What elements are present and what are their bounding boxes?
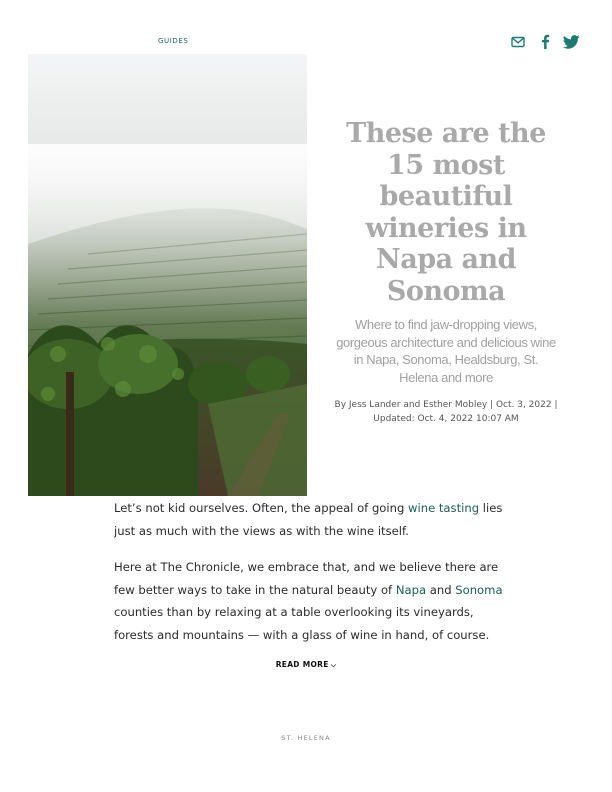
article-byline: By Jess Lander and Esther Mobley | Oct. 3, 2022 | Updated: Oct. 4, 2022 10:07 AM [334, 400, 558, 424]
headline-block [330, 118, 562, 426]
facebook-icon[interactable] [536, 33, 553, 50]
share-bar [509, 33, 580, 50]
location-label: ST. HELENA [281, 734, 331, 742]
article-body [114, 497, 506, 660]
paragraph-1: Let’s not kid ourselves. Often, the appeal of going wine tasting lies just as much with the views as with the wine itself. [114, 501, 503, 538]
wine-tasting-link[interactable]: wine tasting [408, 501, 480, 515]
read-more [0, 660, 612, 670]
article-headline: These are the 15 most beautiful wineries in Napa and Sonoma [346, 118, 546, 307]
chevron-down-icon: ⌵ [330, 661, 337, 669]
napa-link[interactable]: Napa [395, 582, 427, 597]
vineyard-fog-photo [28, 54, 307, 496]
mail-icon[interactable] [509, 33, 526, 50]
paragraph-2: Here at The Chronicle, we embrace that, and we believe there are few better ways to take in the natural beauty of Napa and Sonoma counties than by relaxing at a table overlooking its vineyards, forests and mountains — with a glass of wine in hand, of course. [114, 560, 503, 642]
read-more-button[interactable]: READ MORE ⌵ [275, 660, 337, 669]
section-label[interactable]: GUIDES [158, 37, 189, 45]
article-subhead: Where to find jaw-dropping views, gorgeous architecture and delicious wine in Napa, Sonoma, Healdsburg, St. Helena and more [336, 317, 556, 385]
twitter-icon[interactable] [563, 33, 580, 50]
sonoma-link[interactable]: Sonoma [455, 582, 503, 597]
